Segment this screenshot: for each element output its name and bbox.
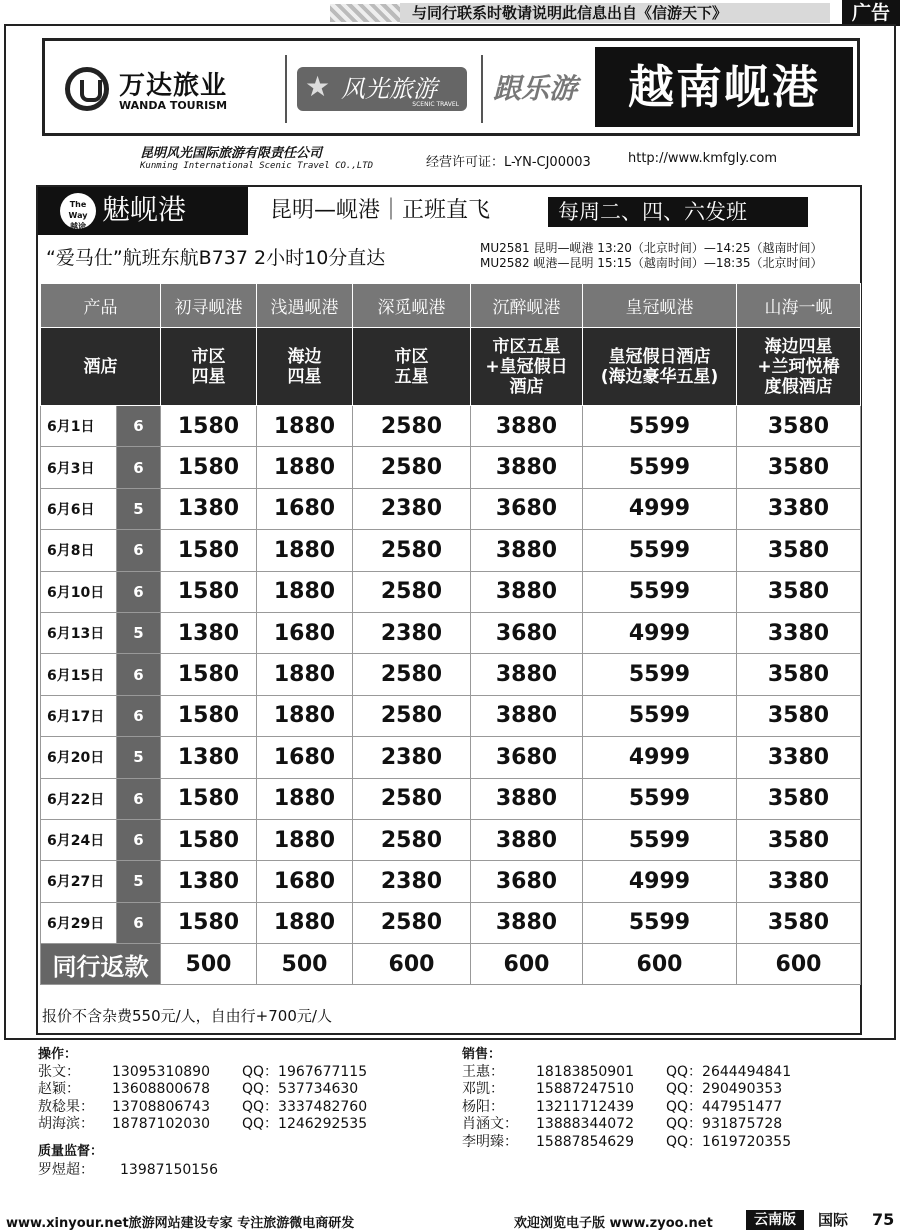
price-cell: 1880	[257, 406, 353, 447]
contact-phone: 13095310890	[112, 1063, 210, 1080]
trip-days: 6	[117, 902, 161, 943]
price-cell: 3580	[737, 778, 861, 819]
price-cell: 2580	[353, 695, 471, 736]
departure-date: 6月8日	[41, 530, 117, 571]
departure-schedule: 每周二、四、六发班	[548, 197, 808, 227]
table-row	[41, 530, 861, 571]
rebate-cell: 600	[353, 944, 471, 985]
contact-qq: QQ：2644494841	[666, 1063, 792, 1080]
company-info	[140, 142, 373, 171]
price-cell: 1680	[257, 488, 353, 529]
departure-date: 6月20日	[41, 737, 117, 778]
ad-label: 广告	[842, 0, 900, 26]
price-cell: 1880	[257, 819, 353, 860]
price-cell: 1380	[161, 612, 257, 653]
route-header	[38, 187, 860, 235]
price-cell: 4999	[583, 861, 737, 902]
wanda-name: 万达旅业	[119, 71, 228, 101]
banner-pattern	[330, 4, 400, 22]
contact-row	[462, 1134, 882, 1152]
price-cell: 3880	[471, 447, 583, 488]
price-cell: 2580	[353, 571, 471, 612]
rebate-cell: 600	[737, 944, 861, 985]
company-name-en: Kunming International Scenic Travel CO.,LTD	[140, 161, 373, 171]
hotel-name: 皇冠假日酒店 (海边豪华五星)	[583, 328, 737, 406]
contact-row	[462, 1116, 882, 1134]
price-cell: 3380	[737, 612, 861, 653]
price-cell: 2380	[353, 612, 471, 653]
table-row	[41, 654, 861, 695]
price-cell: 3580	[737, 571, 861, 612]
contact-name: 肖涵文：	[462, 1116, 518, 1132]
hotel-name: 市区 四星	[161, 328, 257, 406]
flight-info	[38, 237, 860, 281]
price-cell: 5599	[583, 695, 737, 736]
price-cell: 3580	[737, 406, 861, 447]
price-cell: 2580	[353, 406, 471, 447]
contact-row	[462, 1099, 882, 1117]
price-cell: 3380	[737, 488, 861, 529]
product-header-row	[41, 284, 861, 328]
price-cell: 2380	[353, 737, 471, 778]
product-name: 沉醉岘港	[471, 284, 583, 328]
hotel-name: 海边四星 +兰珂悦椿 度假酒店	[737, 328, 861, 406]
contact-name: 罗煜超：	[38, 1162, 94, 1178]
price-cell: 1380	[161, 488, 257, 529]
sales-list	[462, 1064, 882, 1152]
hotel-name: 市区五星 +皇冠假日 酒店	[471, 328, 583, 406]
departure-date: 6月1日	[41, 406, 117, 447]
hotel-header-row	[41, 328, 861, 406]
trip-days: 6	[117, 530, 161, 571]
price-cell: 3580	[737, 695, 861, 736]
price-cell: 3380	[737, 737, 861, 778]
brand-badge-line2: 越途	[70, 222, 86, 231]
fengguang-sub: SCENIC TRAVEL	[412, 101, 459, 108]
table-row	[41, 695, 861, 736]
rebate-label: 同行返款	[41, 944, 161, 985]
contact-name: 王惠：	[462, 1063, 504, 1080]
product-brand	[38, 187, 248, 235]
trip-days: 6	[117, 447, 161, 488]
logo-divider	[285, 55, 287, 123]
price-cell: 4999	[583, 737, 737, 778]
table-row	[41, 819, 861, 860]
price-cell: 3880	[471, 406, 583, 447]
table-row	[41, 778, 861, 819]
trip-days: 6	[117, 695, 161, 736]
price-cell: 3880	[471, 902, 583, 943]
trip-days: 6	[117, 778, 161, 819]
wanda-name-en: WANDA TOURISM	[119, 99, 228, 112]
price-cell: 1880	[257, 530, 353, 571]
contact-qq: QQ：931875728	[666, 1116, 783, 1132]
contact-row	[38, 1064, 438, 1082]
company-name: 昆明风光国际旅游有限责任公司	[140, 146, 323, 161]
contact-qq: QQ：290490353	[666, 1081, 783, 1097]
price-cell: 3880	[471, 571, 583, 612]
price-cell: 5599	[583, 571, 737, 612]
edition-tag: 云南版	[746, 1210, 804, 1230]
price-cell: 1580	[161, 530, 257, 571]
price-cell: 2580	[353, 654, 471, 695]
contact-qq: QQ：447951477	[666, 1098, 783, 1115]
price-cell: 1580	[161, 695, 257, 736]
departure-date: 6月15日	[41, 654, 117, 695]
contact-name: 邓凯：	[462, 1081, 504, 1097]
price-cell: 5599	[583, 778, 737, 819]
fengguang-name: 风光旅游	[341, 75, 437, 103]
contact-name: 张文：	[38, 1063, 80, 1080]
contact-name: 赵颖：	[38, 1081, 80, 1097]
price-cell: 2580	[353, 819, 471, 860]
contact-name: 李明臻：	[462, 1133, 518, 1150]
price-cell: 5599	[583, 654, 737, 695]
contact-phone: 13888344072	[536, 1116, 634, 1132]
price-cell: 1680	[257, 737, 353, 778]
contact-row	[38, 1116, 438, 1134]
price-cell: 3680	[471, 861, 583, 902]
region-label: 国际	[818, 1211, 849, 1229]
page-title: 越南岘港	[595, 47, 853, 127]
trip-days: 6	[117, 819, 161, 860]
wanda-logo	[65, 65, 265, 115]
price-cell: 1380	[161, 861, 257, 902]
price-cell: 1880	[257, 447, 353, 488]
table-row	[41, 488, 861, 529]
price-cell: 1880	[257, 902, 353, 943]
price-cell: 1580	[161, 406, 257, 447]
contact-name: 杨阳：	[462, 1098, 504, 1115]
contact-phone: 13708806743	[112, 1098, 210, 1115]
price-cell: 1880	[257, 571, 353, 612]
contact-phone: 18787102030	[112, 1116, 210, 1132]
price-cell: 1680	[257, 612, 353, 653]
product-name: 浅遇岘港	[257, 284, 353, 328]
price-cell: 1580	[161, 571, 257, 612]
price-cell: 1580	[161, 819, 257, 860]
price-cell: 1880	[257, 654, 353, 695]
price-rows	[41, 406, 861, 985]
contact-name: 胡海滨：	[38, 1116, 94, 1132]
contact-phone: 18183850901	[536, 1063, 634, 1080]
rebate-cell: 500	[161, 944, 257, 985]
product-name: 皇冠岘港	[583, 284, 737, 328]
price-cell: 1580	[161, 778, 257, 819]
quality-contact	[38, 1161, 218, 1179]
contact-row	[462, 1081, 882, 1099]
logo-divider	[481, 55, 483, 123]
brand-badge-icon	[60, 193, 96, 229]
table-row	[41, 737, 861, 778]
brand-name: 魅岘港	[102, 193, 187, 226]
departure-date: 6月27日	[41, 861, 117, 902]
rebate-row	[41, 944, 861, 985]
price-cell: 1580	[161, 902, 257, 943]
route-text: 昆明—岘港｜正班直飞	[270, 198, 491, 223]
price-cell: 2380	[353, 861, 471, 902]
table-row	[41, 406, 861, 447]
trip-days: 5	[117, 861, 161, 902]
contact-phone: 13987150156	[120, 1162, 218, 1178]
trip-days: 5	[117, 488, 161, 529]
contact-name: 敖稔果：	[38, 1098, 94, 1115]
logo-bar	[42, 38, 860, 136]
rebate-cell: 600	[471, 944, 583, 985]
quality-title: 质量监督：	[38, 1144, 104, 1159]
return-flight: MU2582 岘港—昆明 15:15（越南时间）—18:35（北京时间）	[480, 256, 823, 270]
trip-days: 6	[117, 571, 161, 612]
brand-badge-line1: The Way	[68, 200, 88, 220]
banner-notice: 与同行联系时敬请说明此信息出自《信游天下》	[400, 3, 830, 23]
hotel-name: 海边 四星	[257, 328, 353, 406]
price-cell: 5599	[583, 530, 737, 571]
price-cell: 1680	[257, 861, 353, 902]
price-cell: 5599	[583, 447, 737, 488]
rebate-cell: 600	[583, 944, 737, 985]
sales-title: 销售：	[462, 1047, 502, 1062]
trip-days: 6	[117, 406, 161, 447]
price-cell: 3880	[471, 778, 583, 819]
departure-date: 6月22日	[41, 778, 117, 819]
top-banner	[0, 0, 900, 26]
price-cell: 3680	[471, 737, 583, 778]
price-cell: 3580	[737, 902, 861, 943]
price-cell: 3580	[737, 530, 861, 571]
price-note: 报价不含杂费550元/人，自由行+700元/人	[42, 1007, 332, 1025]
price-cell: 1380	[161, 737, 257, 778]
price-cell: 3580	[737, 447, 861, 488]
schedule-box	[36, 185, 862, 1035]
contact-phone: 13608800678	[112, 1081, 210, 1097]
table-row	[41, 447, 861, 488]
departure-date: 6月10日	[41, 571, 117, 612]
hotel-label: 酒店	[41, 328, 161, 406]
table-row	[41, 902, 861, 943]
contact-phone: 15887247510	[536, 1081, 634, 1097]
departure-date: 6月29日	[41, 902, 117, 943]
price-cell: 2580	[353, 530, 471, 571]
price-cell: 3580	[737, 819, 861, 860]
price-cell: 3880	[471, 819, 583, 860]
operations-title: 操作：	[38, 1047, 78, 1062]
product-label: 产品	[41, 284, 161, 328]
contact-phone: 15887854629	[536, 1133, 634, 1150]
departure-date: 6月17日	[41, 695, 117, 736]
price-table	[40, 283, 861, 985]
contact-row	[462, 1064, 882, 1082]
price-cell: 3680	[471, 488, 583, 529]
price-cell: 4999	[583, 488, 737, 529]
price-cell: 3880	[471, 695, 583, 736]
price-cell: 2580	[353, 778, 471, 819]
page-number: 75	[872, 1210, 895, 1229]
price-cell: 3880	[471, 654, 583, 695]
price-cell: 1580	[161, 447, 257, 488]
contact-qq: QQ：1619720355	[666, 1133, 792, 1150]
product-name: 山海一岘	[737, 284, 861, 328]
contact-qq: QQ：537734630	[242, 1081, 359, 1097]
table-row	[41, 861, 861, 902]
price-cell: 2580	[353, 447, 471, 488]
operations-contacts	[38, 1046, 438, 1134]
operations-list	[38, 1064, 438, 1134]
trip-days: 5	[117, 737, 161, 778]
contact-qq: QQ：3337482760	[242, 1098, 368, 1115]
outbound-flight: MU2581 昆明—岘港 13:20（北京时间）—14:25（越南时间）	[480, 241, 823, 255]
price-cell: 3880	[471, 530, 583, 571]
price-cell: 3680	[471, 612, 583, 653]
product-name: 深觅岘港	[353, 284, 471, 328]
contact-phone: 13211712439	[536, 1098, 634, 1115]
price-cell: 5599	[583, 902, 737, 943]
quality-supervision	[38, 1143, 218, 1179]
trip-days: 6	[117, 654, 161, 695]
departure-date: 6月3日	[41, 447, 117, 488]
price-cell: 1580	[161, 654, 257, 695]
website-link[interactable]: http://www.kmfgly.com	[628, 151, 778, 166]
rebate-cell: 500	[257, 944, 353, 985]
departure-date: 6月6日	[41, 488, 117, 529]
price-cell: 2380	[353, 488, 471, 529]
footer-mid: 欢迎浏览电子版 www.zyoo.net	[514, 1216, 713, 1230]
price-cell: 3380	[737, 861, 861, 902]
contact-qq: QQ：1967677115	[242, 1063, 368, 1080]
price-cell: 1880	[257, 778, 353, 819]
price-cell: 5599	[583, 406, 737, 447]
price-cell: 1880	[257, 695, 353, 736]
departure-date: 6月24日	[41, 819, 117, 860]
wanda-mark-icon	[65, 67, 109, 111]
flight-description: “爱马仕”航班东航B737 2小时10分直达	[46, 247, 386, 269]
trip-days: 5	[117, 612, 161, 653]
genle-logo: 跟乐游	[493, 72, 578, 105]
contact-row	[38, 1099, 438, 1117]
sales-contacts	[462, 1046, 882, 1151]
fengguang-logo	[297, 67, 467, 111]
product-name: 初寻岘港	[161, 284, 257, 328]
footer-left: www.xinyour.net旅游网站建设专家 专注旅游微电商研发	[6, 1216, 355, 1230]
star-icon: ★	[305, 70, 331, 103]
price-cell: 4999	[583, 612, 737, 653]
price-cell: 2580	[353, 902, 471, 943]
footer	[0, 1210, 900, 1230]
price-cell: 5599	[583, 819, 737, 860]
contact-qq: QQ：1246292535	[242, 1116, 368, 1132]
departure-date: 6月13日	[41, 612, 117, 653]
table-row	[41, 571, 861, 612]
hotel-name: 市区 五星	[353, 328, 471, 406]
table-row	[41, 612, 861, 653]
license-number: 经营许可证：L-YN-CJ00003	[426, 155, 591, 170]
price-cell: 3580	[737, 654, 861, 695]
contact-row	[38, 1081, 438, 1099]
